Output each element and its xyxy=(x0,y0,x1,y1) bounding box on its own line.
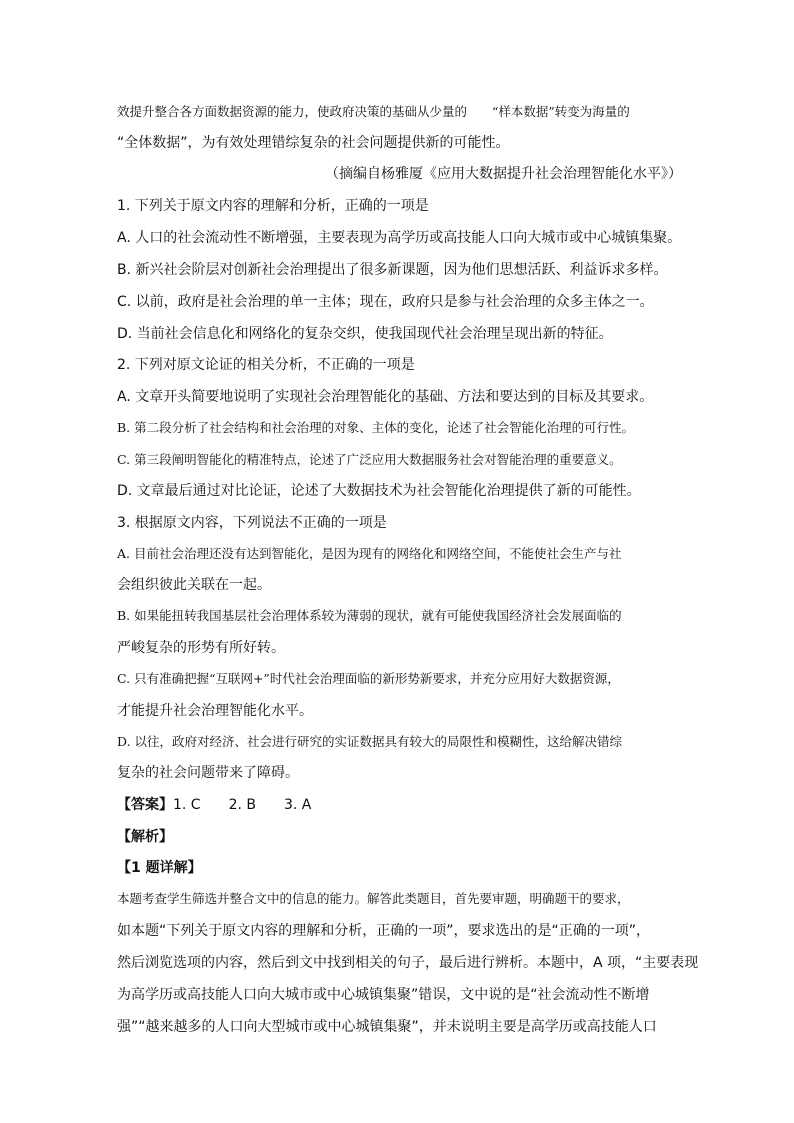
question-3-option-d-line-1: D. 以往，政府对经济、社会进行研究的实证数据具有较大的局限性和模糊性，这给解决错综 xyxy=(117,734,623,749)
detail-line-3: 然后浏览选项的内容，然后到文中找到相关的句子，最后进行辨析。本题中，A 项，“主要表现 xyxy=(117,955,699,971)
answer-line xyxy=(117,796,311,814)
question-1-stem: 1. 下列关于原文内容的理解和分析，正确的一项是 xyxy=(117,198,429,214)
detail-heading: 【1 题详解】 xyxy=(117,860,202,876)
question-3-option-d-line-2: 复杂的社会问题带来了障碍。 xyxy=(117,765,299,781)
question-1-option-c: C. 以前，政府是社会治理的单一主体；现在，政府只是参与社会治理的众多主体之一。 xyxy=(117,294,654,310)
question-3-option-c-line-1: C. 只有准确把握“互联网+”时代社会治理面临的新形势新要求，并充分应用好大数据资源， xyxy=(117,671,620,686)
question-3-option-c-line-2: 才能提升社会治理智能化水平。 xyxy=(117,703,313,719)
question-1-option-b: B. 新兴社会阶层对创新社会治理提出了很多新课题，因为他们思想活跃、利益诉求多样。 xyxy=(117,262,668,278)
question-3-option-a-line-2: 会组织彼此关联在一起。 xyxy=(117,577,271,593)
question-2-option-a: A. 文章开头简要地说明了实现社会治理智能化的基础、方法和要达到的目标及其要求。 xyxy=(117,389,654,405)
question-3-option-a-line-1: A. 目前社会治理还没有达到智能化，是因为现有的网络化和网络空间，不能使社会生产与社 xyxy=(117,546,622,561)
source-citation: （摘编自杨雅厦《应用大数据提升社会治理智能化水平》） xyxy=(325,166,682,182)
question-2-option-c: C. 第三段阐明智能化的精准特点，论述了广泛应用大数据服务社会对智能治理的重要意义。 xyxy=(117,452,622,467)
detail-line-2: 如本题“下列关于原文内容的理解和分析，正确的一项”，要求选出的是“正确的一项”， xyxy=(117,923,651,939)
answer-label: 【答案】 xyxy=(117,797,173,813)
analysis-heading: 【解析】 xyxy=(117,829,173,845)
question-2-option-b: B. 第二段分析了社会结构和社会治理的对象、主体的变化，论述了社会智能化治理的可行性。 xyxy=(117,420,635,435)
question-3-option-b-line-1: B. 如果能扭转我国基层社会治理体系较为薄弱的现状，就有可能使我国经济社会发展面临的 xyxy=(117,608,622,623)
question-1-option-d: D. 当前社会信息化和网络化的复杂交织，使我国现代社会治理呈现出新的特征。 xyxy=(117,326,613,342)
question-3-stem: 3. 根据原文内容，下列说法不正确的一项是 xyxy=(117,515,387,531)
question-2-option-d: D. 文章最后通过对比论证，论述了大数据技术为社会智能化治理提供了新的可能性。 xyxy=(117,483,641,499)
intro-line-2: “全体数据”，为有效处理错综复杂的社会问题提供新的可能性。 xyxy=(117,135,510,151)
question-3-option-b-line-2: 严峻复杂的形势有所好转。 xyxy=(117,640,285,656)
detail-line-5: 强”“越来越多的人口向大型城市或中心城镇集聚”，并未说明主要是高学历或高技能人口 xyxy=(117,1019,657,1035)
detail-line-4: 为高学历或高技能人口向大城市或中心城镇集聚”错误，文中说的是“社会流动性不断增 xyxy=(117,987,650,1003)
answer-values: 1. C 2. B 3. A xyxy=(173,797,312,813)
question-1-option-a: A. 人口的社会流动性不断增强，主要表现为高学历或高技能人口向大城市或中心城镇集聚。 xyxy=(117,230,682,246)
intro-line-1: 效提升整合各方面数据资源的能力，使政府决策的基础从少量的 “样本数据”转变为海量的 xyxy=(117,104,630,119)
detail-line-1: 本题考查学生筛选并整合文中的信息的能力。解答此类题目，首先要审题，明确题干的要求， xyxy=(117,891,630,906)
question-2-stem: 2. 下列对原文论证的相关分析，不正确的一项是 xyxy=(117,357,415,373)
